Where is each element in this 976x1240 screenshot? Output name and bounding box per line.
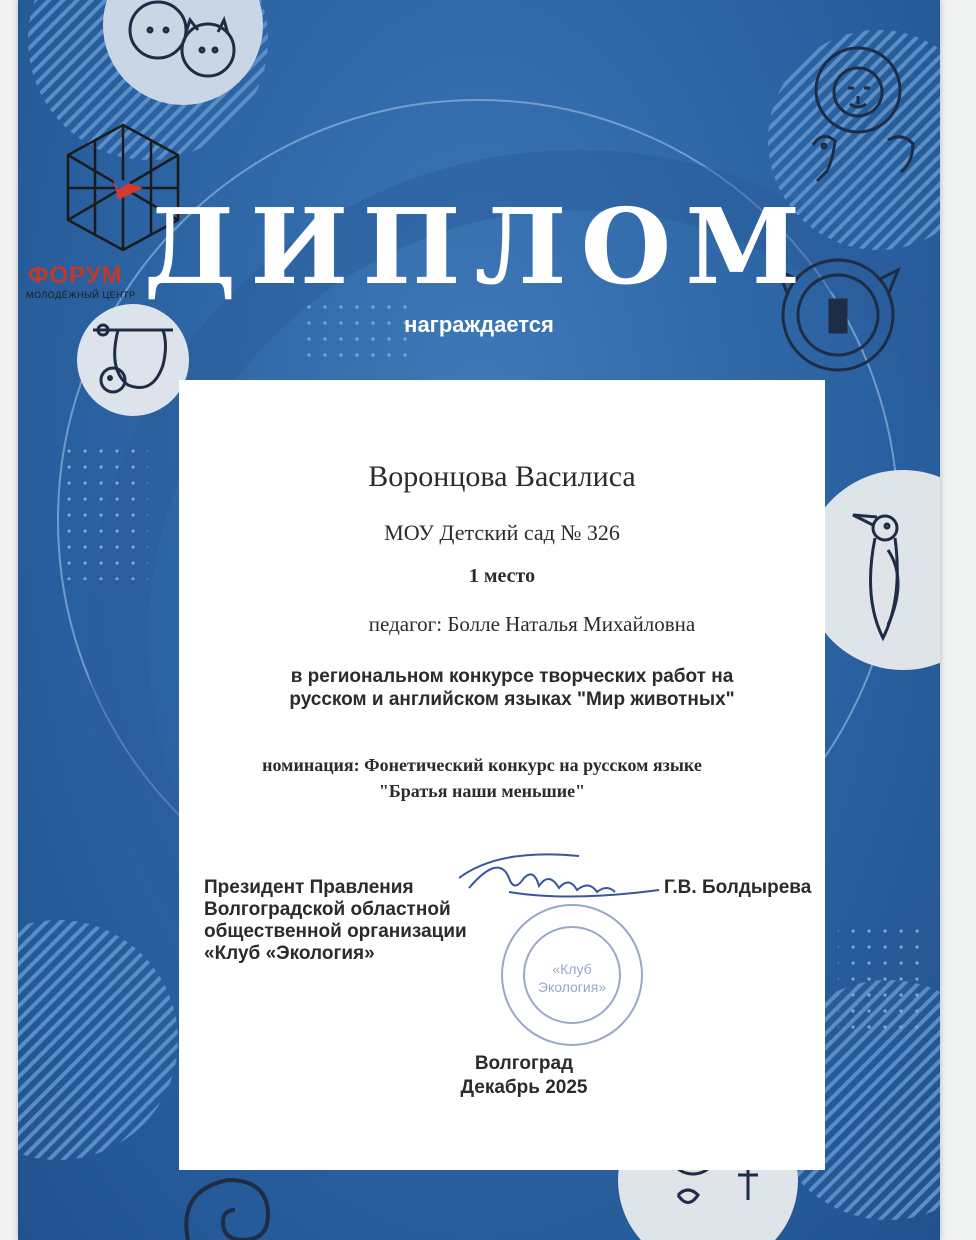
teacher-name: педагог: Болле Наталья Михайловна — [368, 612, 696, 636]
recipient-organization: МОУ Детский сад № 326 — [384, 520, 620, 545]
nomination-line-1: номинация: Фонетический конкурс на русском языке — [262, 755, 702, 775]
forum-logo-subtitle: МОЛОДЁЖНЫЙ ЦЕНТР — [26, 290, 136, 300]
contest-line-2: русском и английском языках "Мир животных" — [289, 689, 735, 710]
dog-cat-icon — [98, 0, 268, 110]
president-line-2: Волгоградской областной — [204, 899, 451, 920]
award-place: 1 место — [468, 565, 536, 587]
date: Декабрь 2025 — [460, 1077, 588, 1098]
president-line-4: «Клуб «Экология» — [204, 943, 375, 964]
stamp-text-2: Экология» — [537, 979, 607, 995]
diploma-content-card — [179, 380, 825, 1170]
contest-line-1: в региональном конкурсе творческих работ на — [290, 666, 734, 687]
diploma-sheet — [18, 0, 940, 1240]
city: Волгоград — [474, 1053, 574, 1074]
awarded-label: награждается — [404, 312, 554, 337]
president-line-3: общественной организации — [204, 921, 467, 942]
official-stamp — [497, 900, 647, 1050]
president-line-1: Президент Правления — [204, 877, 414, 898]
woodpecker-icon — [813, 460, 940, 680]
president-title — [204, 877, 467, 965]
signer-name: Г.В. Болдырева — [664, 877, 812, 898]
stamp-text-1: «Клуб — [552, 961, 592, 977]
forum-logo-name: ФОРУМ — [28, 262, 123, 289]
handwritten-signature — [449, 848, 669, 908]
recipient-name: Воронцова Василиса — [368, 460, 636, 493]
contest-description — [189, 665, 835, 711]
lion-icon — [778, 30, 928, 200]
diploma-title: ДИПЛОМ — [143, 185, 815, 308]
city-date — [424, 1052, 624, 1100]
nomination-line-2: "Братья наши меньшие" — [378, 781, 586, 801]
parrot-icon — [813, 136, 913, 181]
nomination — [159, 752, 805, 804]
